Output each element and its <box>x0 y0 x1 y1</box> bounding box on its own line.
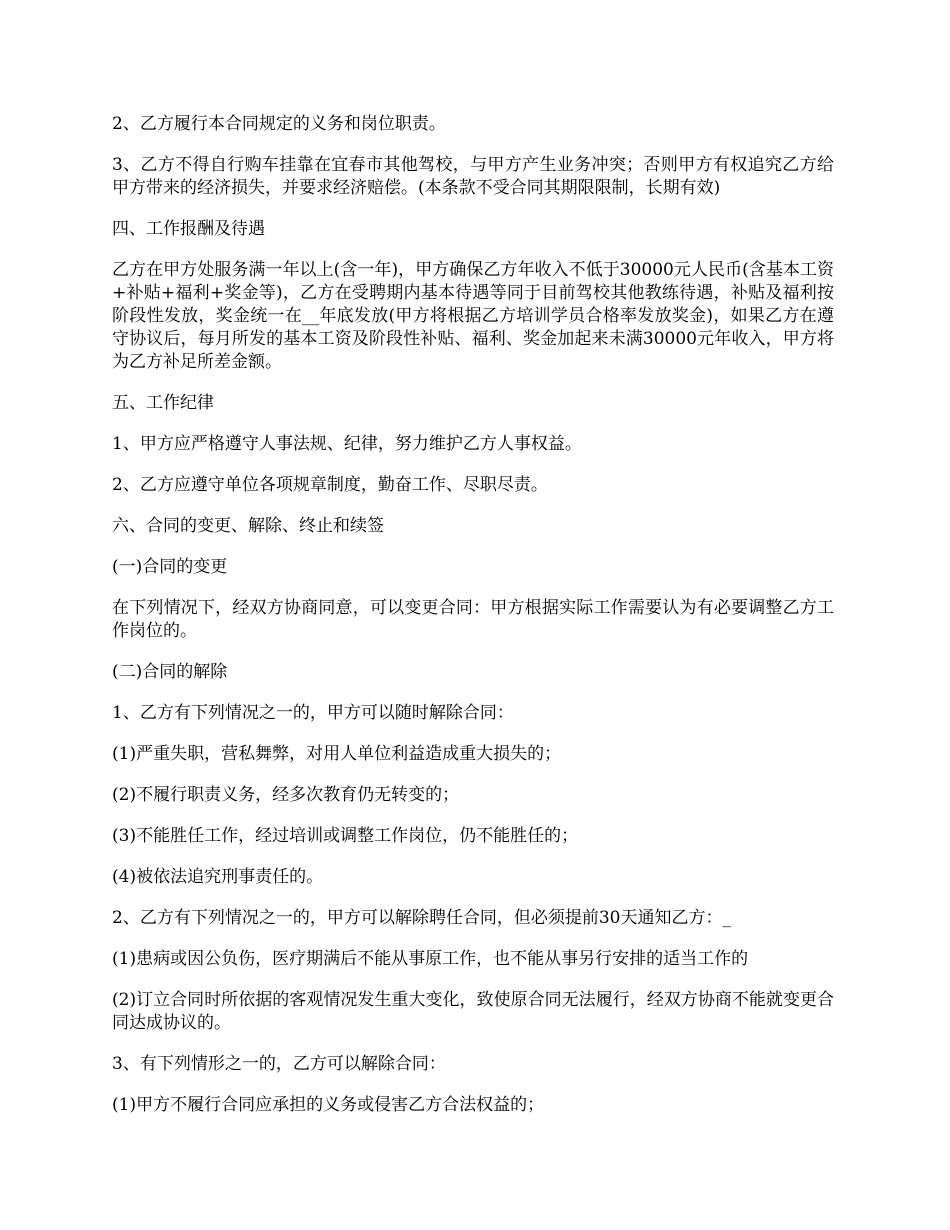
list-item: (3)不能胜任工作，经过培训或调整工作岗位，仍不能胜任的； <box>112 826 579 846</box>
list-item: (4)被依法追究刑事责任的。 <box>112 867 324 887</box>
list-item: (2)不履行职责义务，经多次教育仍无转变的； <box>112 785 460 805</box>
list-item: (1)患病或因公负伤，医疗期满后不能从事原工作，也不能从事另行安排的适当工作的 <box>112 949 749 969</box>
clause-paragraph: 1、甲方应严格遵守人事法规、纪律，努力维护乙方人事权益。 <box>112 434 582 454</box>
clause-paragraph: 2、乙方有下列情况之一的，甲方可以解除聘任合同，但必须提前30天通知乙方：_ <box>112 908 731 928</box>
clause-paragraph: 3、有下列情形之一的，乙方可以解除合同： <box>112 1054 446 1074</box>
section-heading: 六、合同的变更、解除、终止和续签 <box>112 516 384 536</box>
list-item: (1)甲方不履行合同应承担的义务或侵害乙方合法权益的； <box>112 1095 545 1115</box>
list-item: (2)订立合同时所依据的客观情况发生重大变化，致使原合同无法履行，经双方协商不能就变更合同达成协议的。 <box>112 990 834 1033</box>
clause-paragraph: 2、乙方履行本合同规定的义务和岗位职责。 <box>112 114 446 134</box>
section-heading: 四、工作报酬及待遇 <box>112 219 265 239</box>
clause-paragraph: 在下列情况下，经双方协商同意，可以变更合同：甲方根据实际工作需要认为有必要调整乙方工作岗位的。 <box>112 598 834 641</box>
clause-paragraph: 1、乙方有下列情况之一的，甲方可以随时解除合同： <box>112 703 514 723</box>
clause-paragraph: 2、乙方应遵守单位各项规章制度，勤奋工作、尽职尽责。 <box>112 475 548 495</box>
list-item: (1)严重失职，营私舞弊，对用人单位利益造成重大损失的； <box>112 744 562 764</box>
section-heading: 五、工作纪律 <box>112 393 214 413</box>
clause-paragraph: 乙方在甲方处服务满一年以上(含一年)，甲方确保乙方年收入不低于30000元人民币(含基本工资+补贴+福利+奖金等)，乙方在受聘期内基本待遇等同于目前驾校其他教练待遇，补贴及福利按阶段性发放，奖金统一在__年底发放(甲方将根据乙方培训学员合格率发放奖金)，如果乙方在遵守协议后，每月所发的基本工资及阶段性补贴、福利、奖金加起来未满30000元年收入，甲方将为乙方补足所差金额。 <box>112 260 834 372</box>
subsection-heading: (一)合同的变更 <box>112 557 228 577</box>
document-body <box>112 113 834 1135</box>
clause-paragraph: 3、乙方不得自行购车挂靠在宜春市其他驾校，与甲方产生业务冲突；否则甲方有权追究乙方给甲方带来的经济损失，并要求经济赔偿。(本条款不受合同其期限限制，长期有效) <box>112 155 834 198</box>
subsection-heading: (二)合同的解除 <box>112 662 228 682</box>
